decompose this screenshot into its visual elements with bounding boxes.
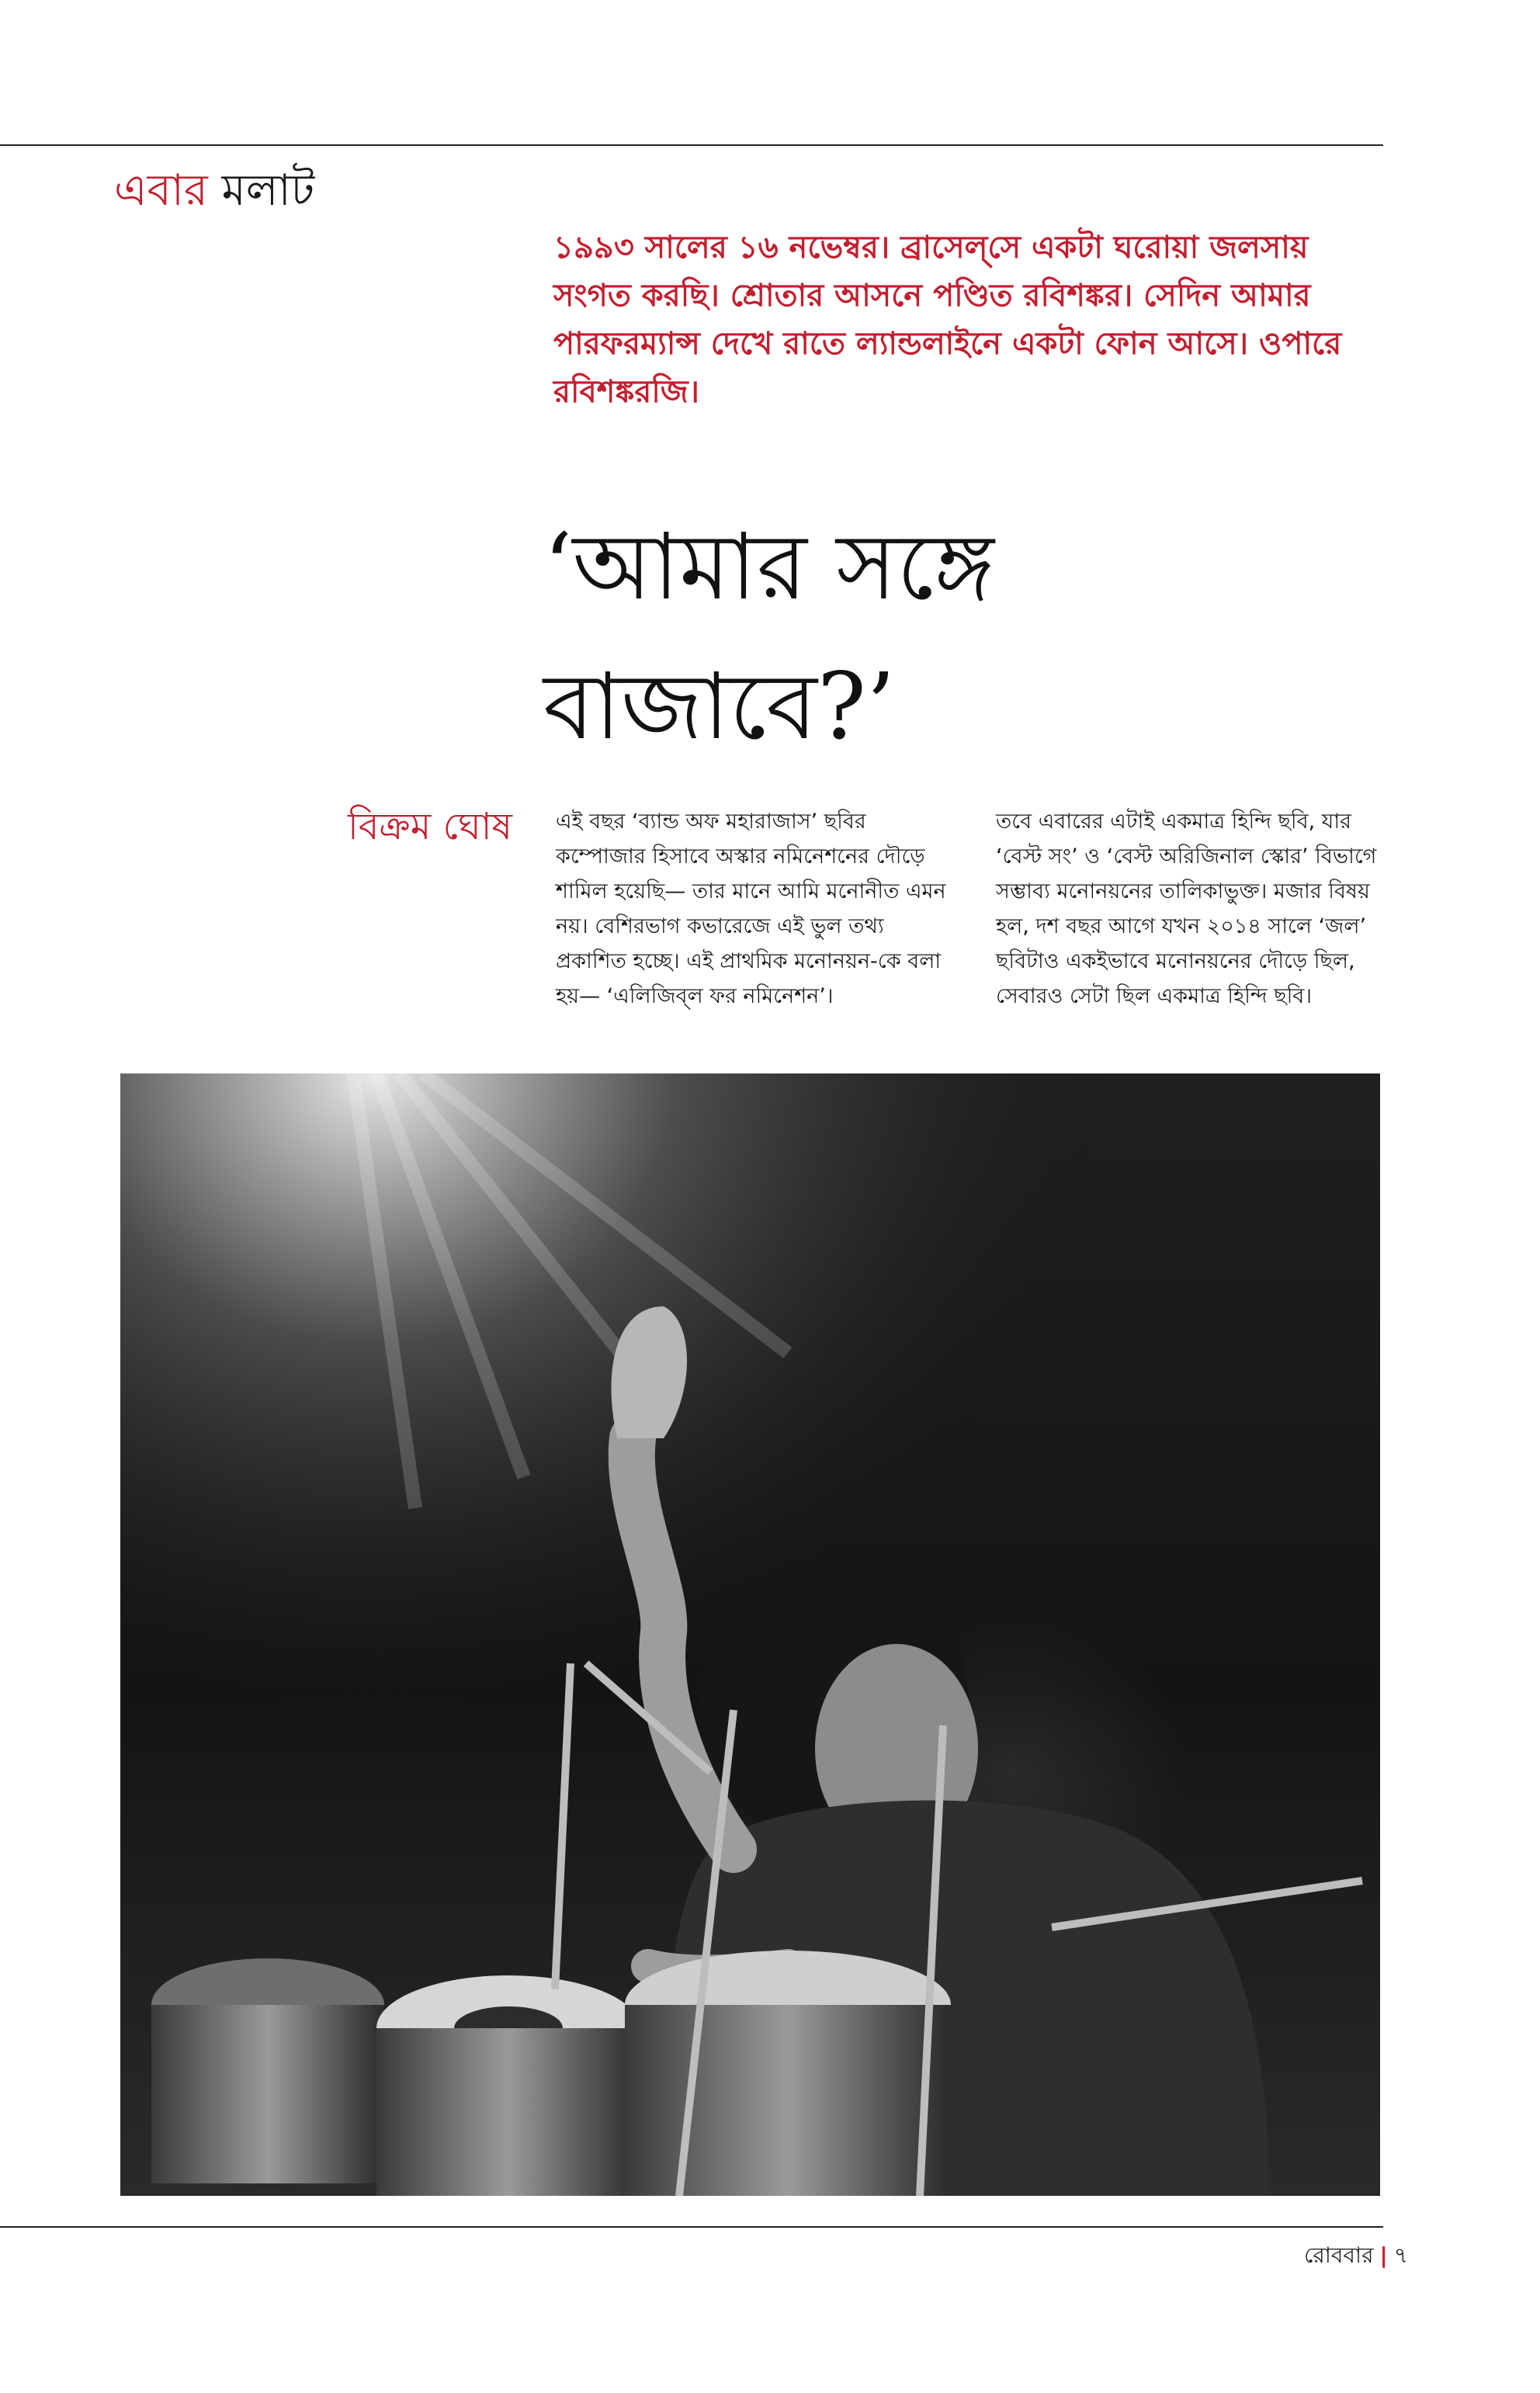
bottom-rule (0, 2226, 1383, 2228)
body-column-1: এই বছর ‘ব্যান্ড অফ মহারাজাস’ ছবির কম্পোজার হিসাবে অস্কার নমিনেশনের দৌড়ে শামিল হয়েছি— তার মানে আমি মনোনীত এমন নয়। বেশিরভাগ কভারেজে এই ভুল তথ্য প্রকাশিত হচ্ছে। এই প্রাথমিক মনোনয়ন-কে বলা হয়— ‘এলিজিব্‌ল ফর নমিনেশন’। (556, 810, 946, 1008)
intro-paragraph: ১৯৯৩ সালের ১৬ নভেম্বর। ব্রাসেল্‌সে একটা ঘরোয়া জলসায় সংগত করছি। শ্রোতার আসনে পণ্ডিত রবিশঙ্কর। সেদিন আমার পারফরম্যান্স দেখে রাতে ল্যান্ডলাইনে একটা ফোন আসে। ওপারে রবিশঙ্করজি। (553, 230, 1342, 410)
top-rule (0, 144, 1383, 146)
tabla-performer-photo (120, 1073, 1380, 2196)
magazine-name: রোববার (1303, 2242, 1374, 2268)
byline: বিক্রম ঘোষ (347, 805, 512, 848)
tabla-drums (151, 1951, 951, 2196)
headline: ‘আমার সঙ্গে বাজাবে?’ (543, 513, 994, 760)
section-accent: এবার (114, 165, 208, 216)
section-label (114, 160, 314, 222)
body-column-2: তবে এবারের এটাই একমাত্র হিন্দি ছবি, যার ‘বেস্ট সং’ ও ‘বেস্ট অরিজিনাল স্কোর’ বিভাগে সম্ভাব্য মনোনয়নের তালিকাভুক্ত। মজার বিষয় হল, দশ বছর আগে যখন ২০১৪ সালে ‘জল’ ছবিটাও একইভাবে মনোনয়নের দৌড়ে ছিল, সেবারও সেটা ছিল একমাত্র হিন্দি ছবি। (996, 810, 1377, 1008)
section-title: মলাট (221, 165, 315, 216)
page-footer (1304, 2240, 1408, 2271)
footer-separator: | (1379, 2242, 1388, 2268)
page-number: ৭ (1393, 2242, 1408, 2268)
